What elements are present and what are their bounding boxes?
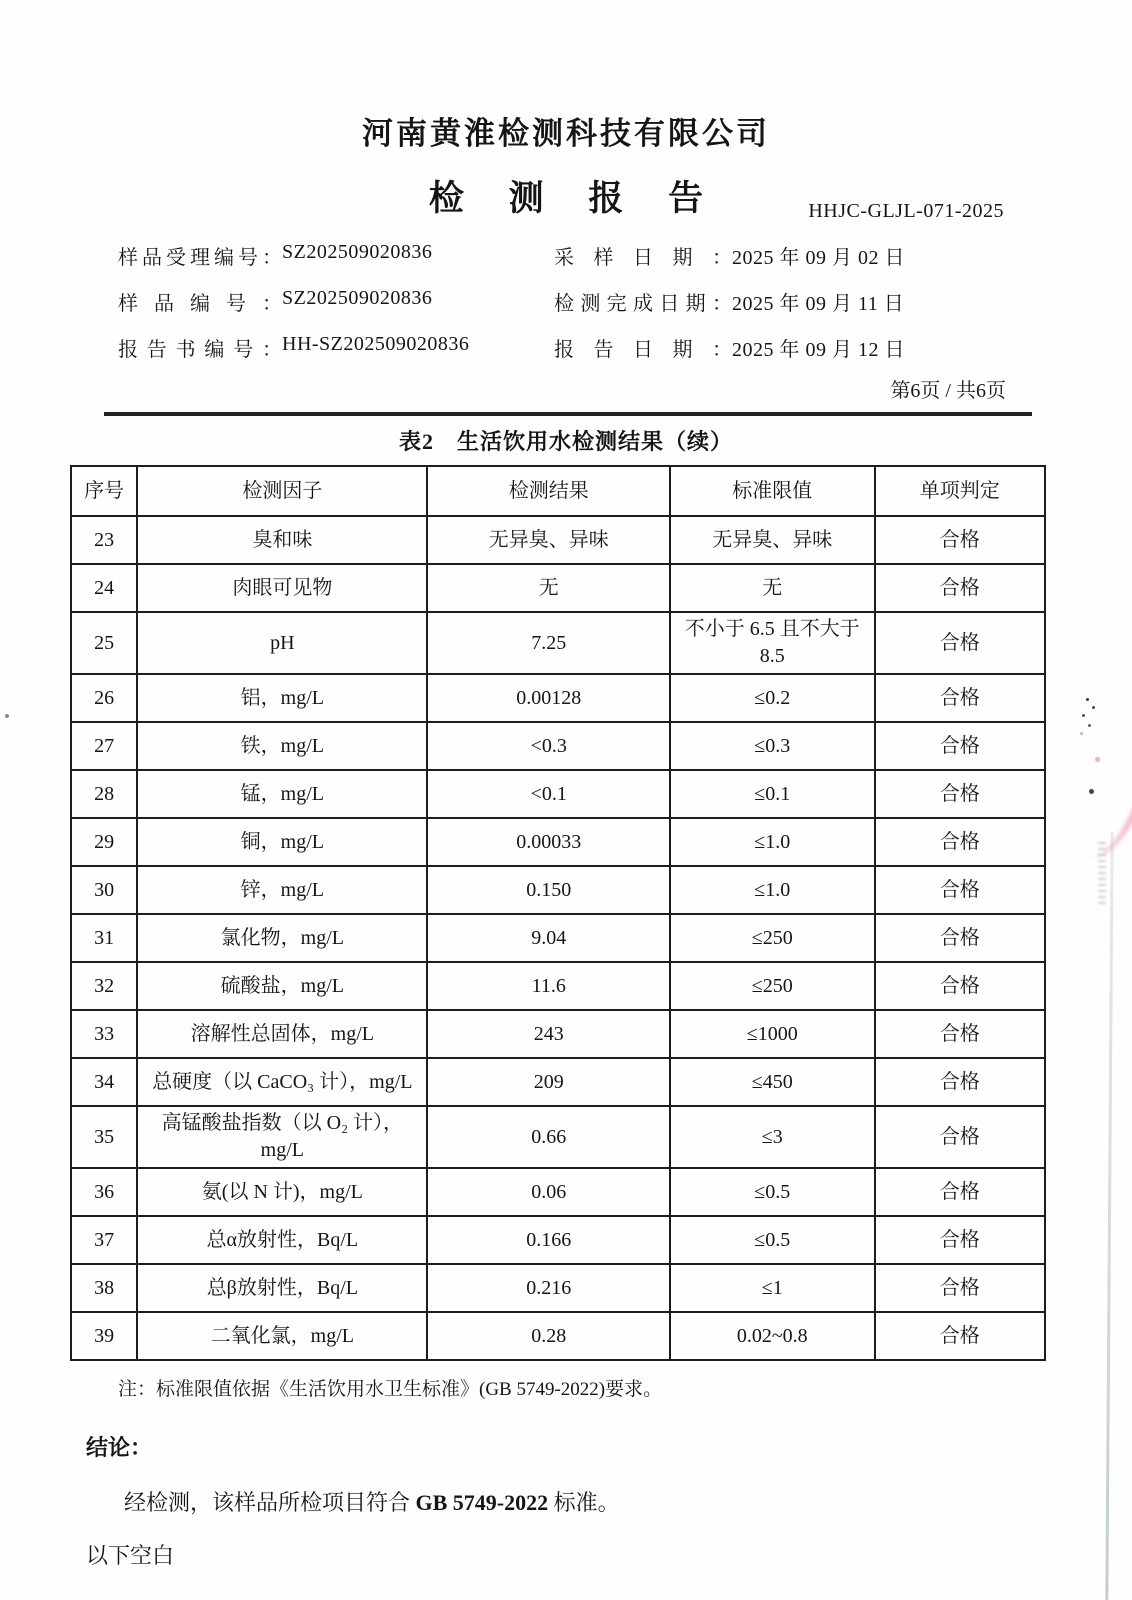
cell-factor: 硫酸盐，mg/L	[137, 962, 427, 1010]
table-row	[71, 1106, 1045, 1168]
cell-limit: 不小于 6.5 且不大于 8.5	[670, 612, 875, 674]
cell-result: 243	[427, 1010, 670, 1058]
cell-limit: ≤0.5	[670, 1168, 875, 1216]
table-row	[71, 1216, 1045, 1264]
cell-seq: 25	[71, 612, 137, 674]
sample-info-block	[118, 241, 1132, 362]
cell-judgment: 合格	[875, 516, 1045, 564]
sample-accept-no-label: 样品受理编号：	[118, 247, 282, 269]
cell-judgment: 合格	[875, 1058, 1045, 1106]
table-row	[71, 914, 1045, 962]
cell-limit: ≤1	[670, 1264, 875, 1312]
cell-result: <0.1	[427, 770, 670, 818]
conclusion-prefix: 经检测，该样品所检项目符合	[124, 1490, 416, 1515]
cell-limit: ≤250	[670, 962, 875, 1010]
cell-factor: 二氧化氯，mg/L	[137, 1312, 427, 1360]
column-header: 序号	[71, 466, 137, 516]
cell-factor: 铜，mg/L	[137, 818, 427, 866]
sample-no-label: 样品编号：	[118, 293, 282, 315]
report-date-value: 2025 年 09 月 12 日	[732, 339, 905, 361]
cell-factor: 锰，mg/L	[137, 770, 427, 818]
cell-seq: 37	[71, 1216, 137, 1264]
cell-factor: 氨(以 N 计)，mg/L	[137, 1168, 427, 1216]
conclusion-text	[124, 1486, 1132, 1517]
cell-factor: 溶解性总固体，mg/L	[137, 1010, 427, 1058]
cell-result: 0.28	[427, 1312, 670, 1360]
sampling-date-value: 2025 年 09 月 02 日	[732, 247, 905, 269]
cell-result: 0.166	[427, 1216, 670, 1264]
column-header: 标准限值	[670, 466, 875, 516]
cell-seq: 33	[71, 1010, 137, 1058]
cell-limit: ≤0.5	[670, 1216, 875, 1264]
scan-artifact-dot	[5, 714, 9, 718]
cell-limit: ≤1000	[670, 1010, 875, 1058]
cell-factor: 高锰酸盐指数（以 O₂ 计），mg/L	[137, 1106, 427, 1168]
column-header: 检测结果	[427, 466, 670, 516]
cell-result: 无异臭、异味	[427, 516, 670, 564]
cell-seq: 23	[71, 516, 137, 564]
cell-seq: 30	[71, 866, 137, 914]
cell-result: 7.25	[427, 612, 670, 674]
cell-judgment: 合格	[875, 1216, 1045, 1264]
cell-judgment: 合格	[875, 962, 1045, 1010]
table-row	[71, 962, 1045, 1010]
cell-seq: 27	[71, 722, 137, 770]
results-table	[70, 465, 1046, 1361]
conclusion-standard-code: GB 5749-2022	[415, 1490, 549, 1515]
cell-factor: 总硬度（以 CaCO₃ 计），mg/L	[137, 1058, 427, 1106]
report-no-label: 报告书编号：	[118, 339, 282, 361]
cell-limit: ≤450	[670, 1058, 875, 1106]
table-row	[71, 818, 1045, 866]
cell-limit: 无	[670, 564, 875, 612]
cell-limit: ≤3	[670, 1106, 875, 1168]
cell-limit: ≤0.1	[670, 770, 875, 818]
cell-judgment: 合格	[875, 1168, 1045, 1216]
company-name: 河南黄淮检测科技有限公司	[362, 116, 770, 151]
cell-limit: ≤0.2	[670, 674, 875, 722]
cell-limit: ≤250	[670, 914, 875, 962]
blank-below-label: 以下空白	[86, 1543, 175, 1568]
note-text: 注：标准限值依据《生活饮用水卫生标准》(GB 5749-2022)要求。	[118, 1379, 663, 1400]
cell-factor: 铝，mg/L	[137, 674, 427, 722]
cell-seq: 34	[71, 1058, 137, 1106]
table-row	[71, 1312, 1045, 1360]
cell-result: 0.216	[427, 1264, 670, 1312]
column-header: 检测因子	[137, 466, 427, 516]
cell-factor: pH	[137, 612, 427, 674]
table-row	[71, 722, 1045, 770]
report-code: HHJC-GLJL-071-2025	[808, 200, 1004, 222]
cell-judgment: 合格	[875, 1312, 1045, 1360]
column-header: 单项判定	[875, 466, 1045, 516]
table-title: 表2 生活饮用水检测结果（续）	[398, 429, 733, 454]
cell-judgment: 合格	[875, 722, 1045, 770]
table-header-row	[71, 466, 1045, 516]
cell-result: 209	[427, 1058, 670, 1106]
cell-factor: 铁，mg/L	[137, 722, 427, 770]
table-row	[71, 674, 1045, 722]
test-complete-date-label: 检测完成日期：	[554, 293, 732, 315]
page-indicator: 第6页 / 共6页	[890, 380, 1006, 402]
cell-result: 9.04	[427, 914, 670, 962]
scan-artifact-specks	[1086, 698, 1089, 701]
cell-result: 0.00128	[427, 674, 670, 722]
cell-result: 0.66	[427, 1106, 670, 1168]
cell-judgment: 合格	[875, 866, 1045, 914]
cell-factor: 肉眼可见物	[137, 564, 427, 612]
cell-seq: 38	[71, 1264, 137, 1312]
cell-judgment: 合格	[875, 1264, 1045, 1312]
cell-judgment: 合格	[875, 1106, 1045, 1168]
scan-artifact-page-edge	[1105, 832, 1113, 1600]
cell-seq: 26	[71, 674, 137, 722]
table-body	[71, 516, 1045, 1360]
cell-limit: 0.02~0.8	[670, 1312, 875, 1360]
cell-result: <0.3	[427, 722, 670, 770]
report-title: 检 测 报 告	[428, 179, 722, 218]
sample-no-value: SZ202509020836	[282, 287, 433, 309]
cell-factor: 氯化物，mg/L	[137, 914, 427, 962]
conclusion-suffix: 标准。	[548, 1490, 620, 1515]
cell-factor: 臭和味	[137, 516, 427, 564]
cell-judgment: 合格	[875, 914, 1045, 962]
table-row	[71, 866, 1045, 914]
cell-judgment: 合格	[875, 612, 1045, 674]
cell-judgment: 合格	[875, 770, 1045, 818]
cell-result: 11.6	[427, 962, 670, 1010]
table-row	[71, 564, 1045, 612]
cell-result: 0.150	[427, 866, 670, 914]
table-row	[71, 770, 1045, 818]
cell-result: 无	[427, 564, 670, 612]
cell-result: 0.00033	[427, 818, 670, 866]
sample-accept-no-value: SZ202509020836	[282, 241, 433, 263]
cell-factor: 锌，mg/L	[137, 866, 427, 914]
table-row	[71, 516, 1045, 564]
cell-seq: 29	[71, 818, 137, 866]
test-complete-date-value: 2025 年 09 月 11 日	[732, 293, 905, 315]
report-no-value: HH-SZ202509020836	[282, 333, 470, 355]
conclusion-label: 结论：	[86, 1435, 153, 1460]
cell-judgment: 合格	[875, 1010, 1045, 1058]
table-row	[71, 1168, 1045, 1216]
scan-artifact-red-stain	[1048, 633, 1132, 867]
cell-seq: 24	[71, 564, 137, 612]
cell-factor: 总α放射性，Bq/L	[137, 1216, 427, 1264]
table-row	[71, 1058, 1045, 1106]
cell-seq: 32	[71, 962, 137, 1010]
cell-judgment: 合格	[875, 564, 1045, 612]
table-row	[71, 1264, 1045, 1312]
cell-limit: ≤0.3	[670, 722, 875, 770]
report-title-row	[0, 171, 1132, 225]
cell-judgment: 合格	[875, 818, 1045, 866]
sampling-date-label: 采样日期：	[554, 247, 732, 269]
cell-limit: 无异臭、异味	[670, 516, 875, 564]
cell-factor: 总β放射性，Bq/L	[137, 1264, 427, 1312]
cell-seq: 39	[71, 1312, 137, 1360]
cell-seq: 36	[71, 1168, 137, 1216]
table-row	[71, 1010, 1045, 1058]
scan-artifact-smudge	[1098, 842, 1106, 906]
cell-result: 0.06	[427, 1168, 670, 1216]
divider-line	[104, 412, 1032, 416]
cell-judgment: 合格	[875, 674, 1045, 722]
cell-limit: ≤1.0	[670, 818, 875, 866]
cell-seq: 28	[71, 770, 137, 818]
cell-seq: 31	[71, 914, 137, 962]
cell-limit: ≤1.0	[670, 866, 875, 914]
table-row	[71, 612, 1045, 674]
cell-seq: 35	[71, 1106, 137, 1168]
report-date-label: 报告日期：	[554, 339, 732, 361]
